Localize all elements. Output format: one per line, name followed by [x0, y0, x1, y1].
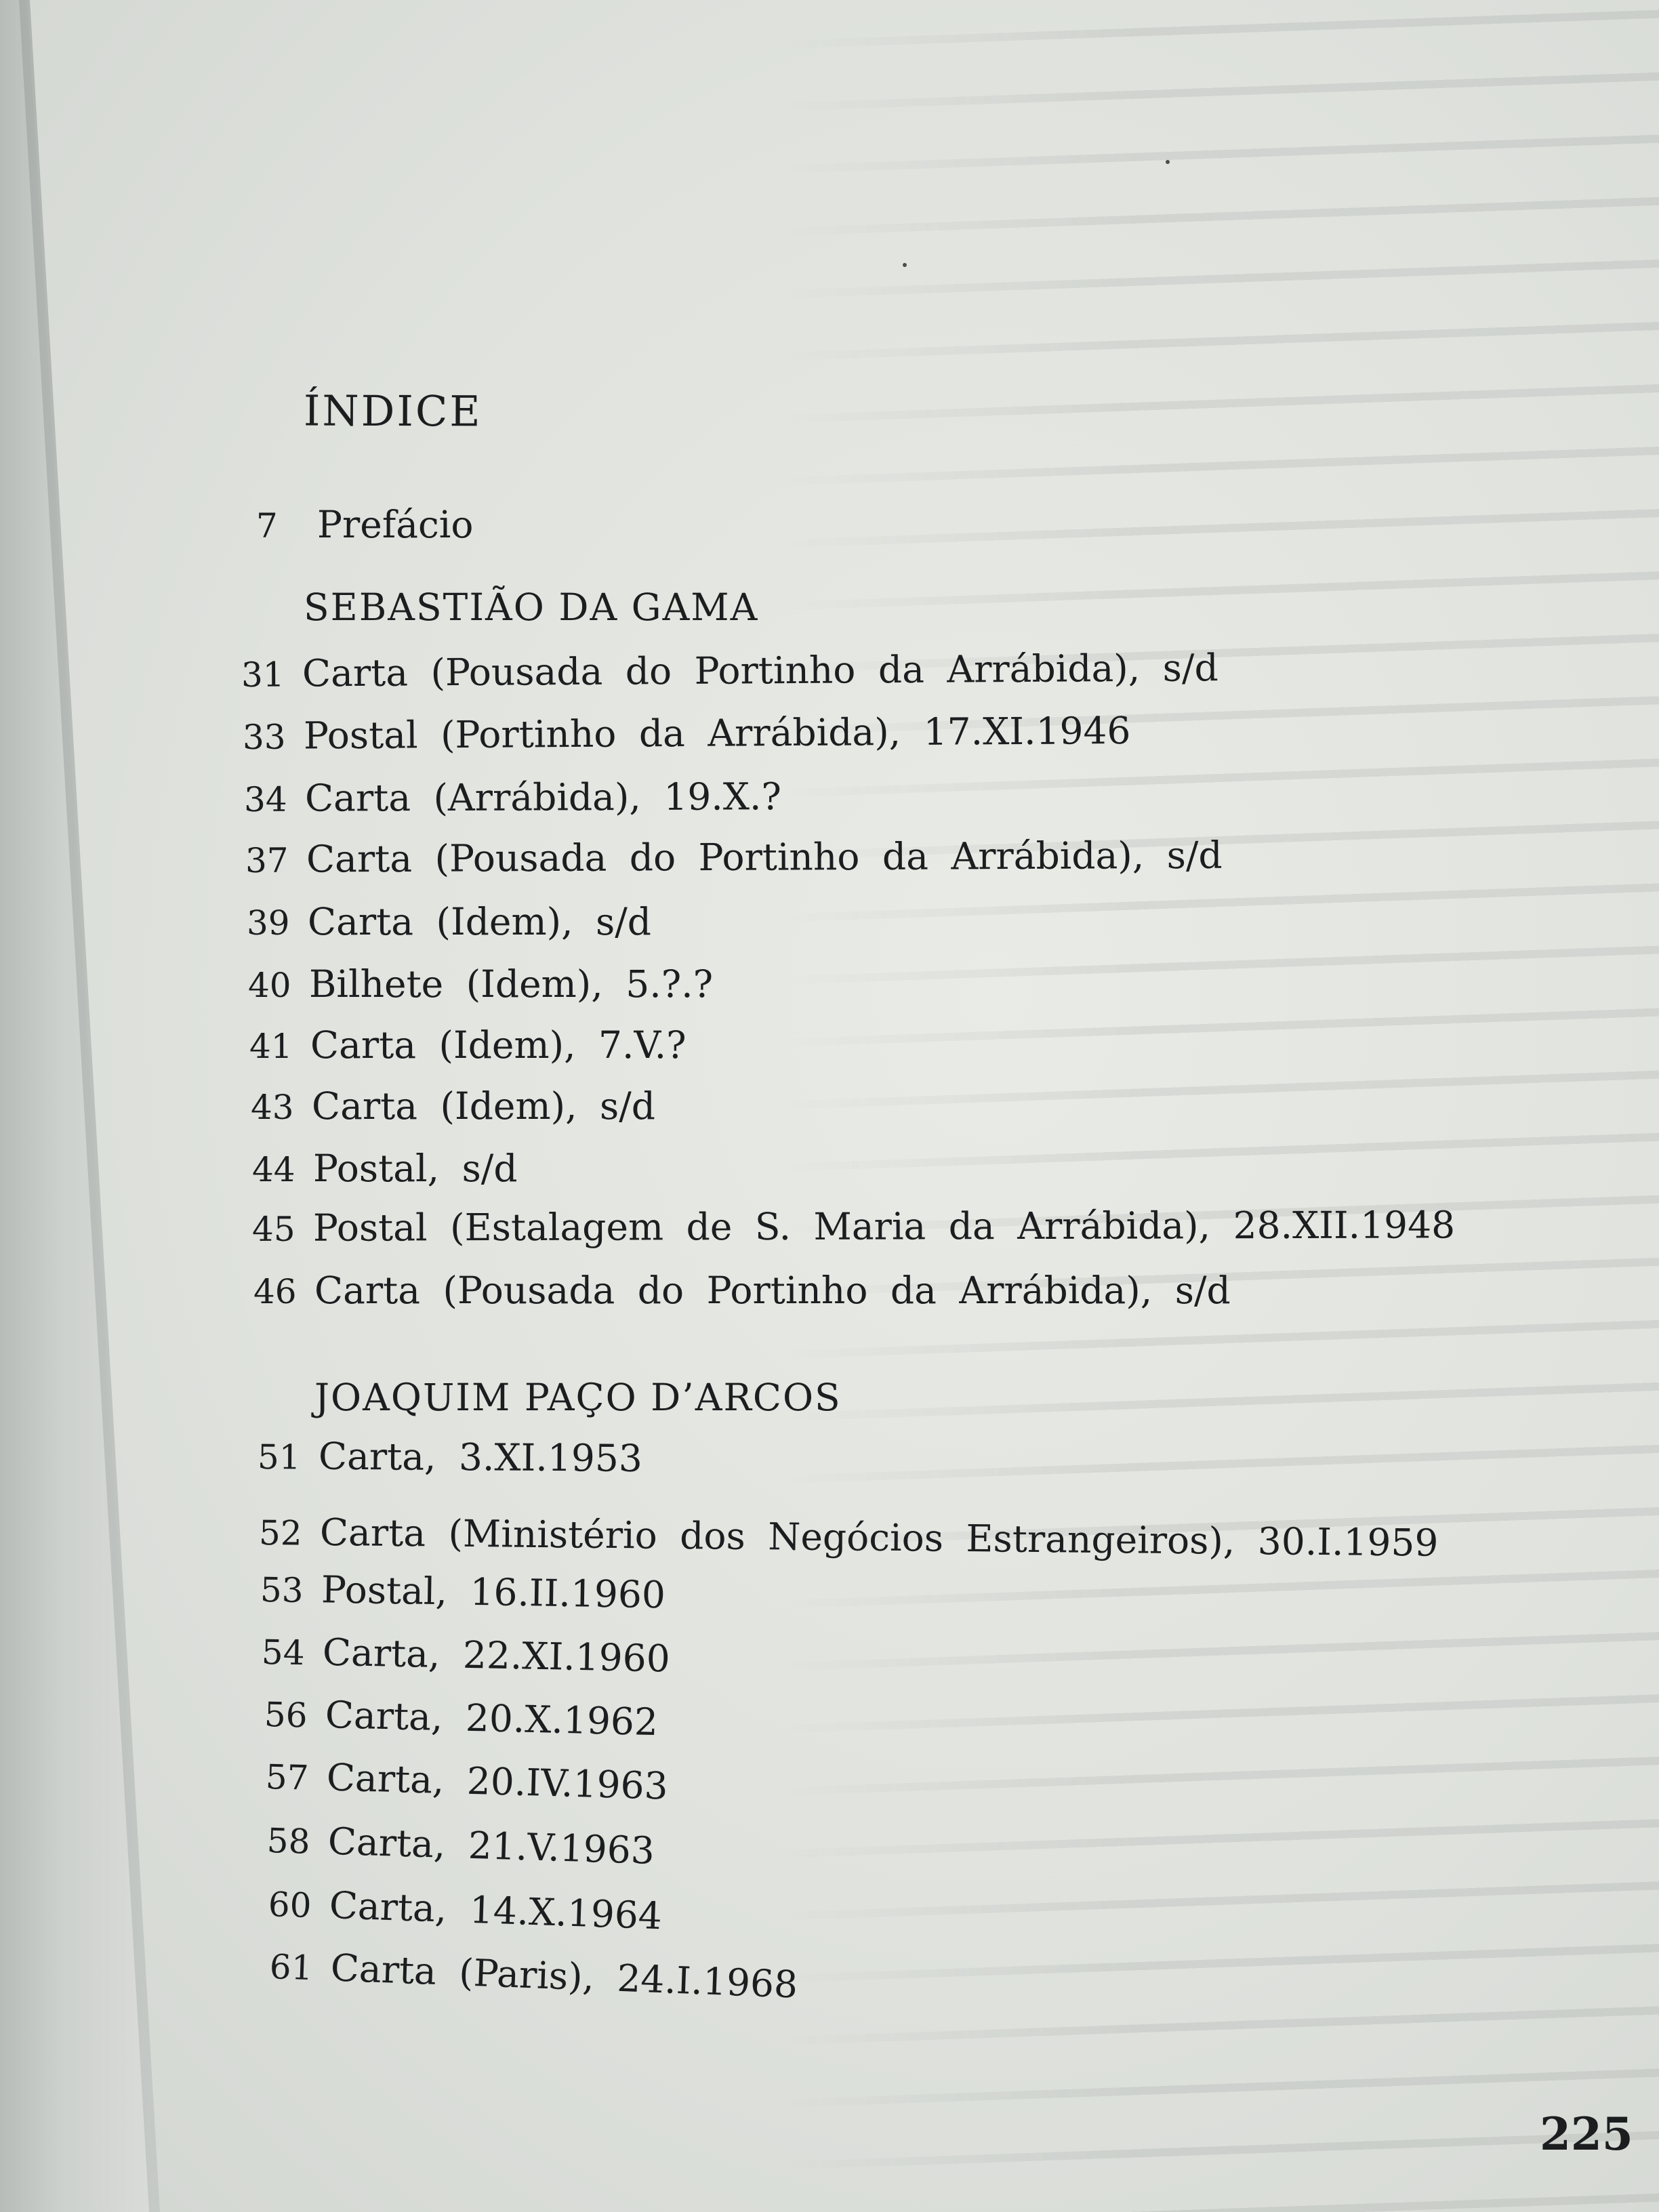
toc-page-number: 45: [251, 1209, 295, 1249]
toc-entry-label: Carta, 22.XI.1960: [322, 1630, 671, 1681]
ink-speck: [1166, 160, 1170, 164]
toc-entry-label: Prefácio: [317, 503, 474, 546]
toc-page-number: 54: [261, 1633, 306, 1673]
toc-page-number: 46: [253, 1272, 297, 1311]
toc-entry-label: Carta (Arrábida), 19.X.?: [304, 775, 782, 820]
section-heading-sebastiao-da-gama: SEBASTIÃO DA GAMA: [304, 586, 759, 629]
page-number: 225: [1540, 2108, 1633, 2160]
toc-entry-label: Carta (Pousada do Portinho da Arrábida), s/d: [302, 646, 1218, 695]
toc-entry: [261, 1629, 670, 1681]
toc-entry: [245, 834, 1223, 881]
toc-page-number: 33: [242, 717, 286, 757]
toc-page-number: 44: [252, 1150, 295, 1189]
toc-entry-label: Carta, 20.IV.1963: [326, 1755, 669, 1808]
toc-entry-label: Postal (Portinho da Arrábida), 17.XI.1946: [303, 708, 1131, 758]
index-heading: ÍNDICE: [303, 386, 483, 436]
toc-page-number: 57: [265, 1757, 310, 1798]
toc-entry: [260, 1567, 665, 1616]
toc-entry-label: Carta, 3.XI.1953: [318, 1434, 643, 1480]
toc-entry: [252, 1147, 518, 1190]
toc-entry-preface: [256, 503, 474, 546]
toc-page-number: 52: [258, 1513, 302, 1553]
toc-entry-label: Carta (Paris), 24.I.1968: [329, 1946, 799, 2007]
ink-speck: [903, 263, 907, 267]
toc-entry: [266, 1818, 655, 1872]
toc-entry: [269, 1944, 798, 2007]
toc-entry-label: Carta (Pousada do Portinho da Arrábida), s/d: [306, 833, 1223, 881]
toc-entry-label: Carta, 14.X.1964: [328, 1883, 663, 1938]
toc-entry-label: Carta, 20.X.1962: [325, 1693, 659, 1744]
toc-entry-label: Carta (Idem), s/d: [312, 1084, 656, 1128]
toc-entry: [265, 1754, 668, 1808]
toc-entry-label: Carta (Pousada do Portinho da Arrábida), s/d: [314, 1269, 1231, 1312]
toc-page-number: 39: [247, 903, 290, 943]
toc-page-number: 58: [266, 1821, 311, 1862]
section-heading-joaquim-paco-darcos: JOAQUIM PAÇO D’ARCOS: [314, 1376, 842, 1419]
toc-entry: [243, 709, 1131, 758]
toc-entry-label: Carta (Idem), s/d: [308, 900, 652, 943]
toc-page-number: 40: [248, 966, 291, 1005]
toc-entry-label: Postal, s/d: [313, 1147, 518, 1190]
toc-entry: [253, 1269, 1231, 1312]
toc-page-number: 61: [268, 1947, 314, 1988]
toc-entry: [249, 1023, 687, 1067]
toc-page-number: 60: [267, 1885, 312, 1926]
toc-entry: [241, 646, 1218, 695]
toc-entry-label: Carta, 21.V.1963: [327, 1819, 655, 1872]
toc-entry: [264, 1692, 658, 1744]
toc-page-number: 41: [249, 1027, 293, 1066]
toc-entry-label: Bilhete (Idem), 5.?.?: [309, 962, 714, 1006]
toc-entry: [252, 1203, 1455, 1250]
toc-page-number: 43: [251, 1088, 294, 1127]
toc-page-number: 31: [241, 655, 285, 695]
toc-entry: [248, 962, 713, 1006]
toc-entry: [244, 775, 781, 820]
toc-entry-label: Carta (Idem), 7.V.?: [310, 1023, 687, 1067]
toc-entry: [251, 1084, 655, 1128]
toc-entry-label: Postal, 16.II.1960: [321, 1568, 666, 1617]
toc-page-number: 51: [257, 1437, 301, 1477]
toc-entry-label: Carta (Ministério dos Negócios Estrangeiros), 30.I.1959: [319, 1510, 1439, 1565]
toc-page-number: 53: [260, 1570, 304, 1610]
toc-entry: [247, 900, 651, 943]
toc-page-number: 7: [256, 506, 278, 546]
show-through-text: [778, 0, 1659, 2212]
toc-entry-label: Postal (Estalagem de S. Maria da Arrábida), 28.XII.1948: [312, 1203, 1456, 1250]
toc-page-number: 34: [243, 779, 287, 819]
toc-entry: [268, 1881, 663, 1938]
toc-page-number: 56: [264, 1695, 308, 1736]
toc-entry: [258, 1434, 642, 1480]
toc-page-number: 37: [245, 840, 289, 880]
